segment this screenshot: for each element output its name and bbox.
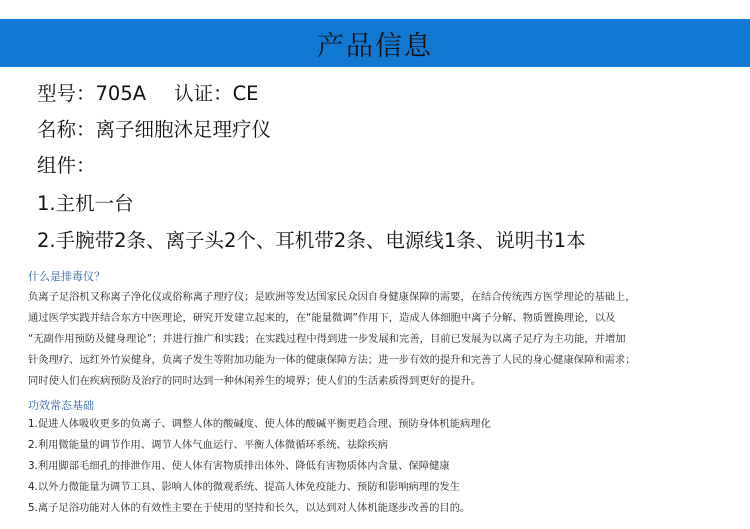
list-item: 3.利用脚部毛细孔的排泄作用、使人体有害物质排出体外、降低有害物质体内含量、保障健康 xyxy=(28,460,450,472)
component-item: 1.主机一台 xyxy=(37,192,134,215)
components-label: 组件： xyxy=(37,154,96,177)
paragraph-line: 针灸理疗、远红外竹炭健身，负离子发生等附加功能为一体的健康保障方法；进一步有效的提升和完善了人民的身心健康保障和需求； xyxy=(28,354,636,366)
detox-paragraph xyxy=(28,287,728,392)
effects-section-title: 功效常态基础 xyxy=(28,399,94,412)
list-item: 5.离子足浴功能对人体的有效性主要在于使用的坚持和长久，以达到对人体机能逐步改善的目的。 xyxy=(28,502,471,514)
cert-label: 认证：CE xyxy=(174,82,259,105)
paragraph-line: 负离子足浴机又称离子净化仪或俗称离子理疗仪；是欧洲等发达国家民众因自身健康保障的需要，在结合传统西方医学理论的基础上， xyxy=(28,291,636,303)
page-title: 产品信息 xyxy=(317,30,433,62)
header-banner xyxy=(0,19,750,67)
detox-section-title: 什么是排毒仪？ xyxy=(28,270,105,283)
component-item: 2.手腕带2条、离子头2个、耳机带2条、电源线1条、说明书1本 xyxy=(37,229,586,252)
list-item: 2.利用微能量的调节作用、调节人体气血运行、平衡人体微循环系统、祛除疾病 xyxy=(28,439,388,451)
model-cert-line xyxy=(37,84,259,104)
effects-list xyxy=(28,414,728,519)
model-label: 型号：705A xyxy=(37,82,147,105)
list-item: 4.以外力微能量为调节工具、影响人体的微观系统、提高人体免疫能力、预防和影响病理的发生 xyxy=(28,481,460,493)
paragraph-line: “无副作用预防及健身理论”；并进行推广和实践；在实践过程中得到进一步发展和完善，目前已发展为以离子足疗为主功能，并增加 xyxy=(28,333,626,345)
product-name: 名称：离子细胞沐足理疗仪 xyxy=(37,118,272,141)
paragraph-line: 通过医学实践并结合东方中医理论，研究开发建立起来的，在“能量微调”作用下，造成人体细胞中离子分解、物质置换理论，以及 xyxy=(28,312,616,324)
paragraph-line: 同时使人们在疾病预防及治疗的同时达到一种休闲养生的境界；使人们的生活素质得到更好的提升。 xyxy=(28,375,482,387)
list-item: 1.促进人体吸收更多的负离子、调整人体的酸碱度、使人体的酸碱平衡更趋合理、预防身体机能病理化 xyxy=(28,418,491,430)
